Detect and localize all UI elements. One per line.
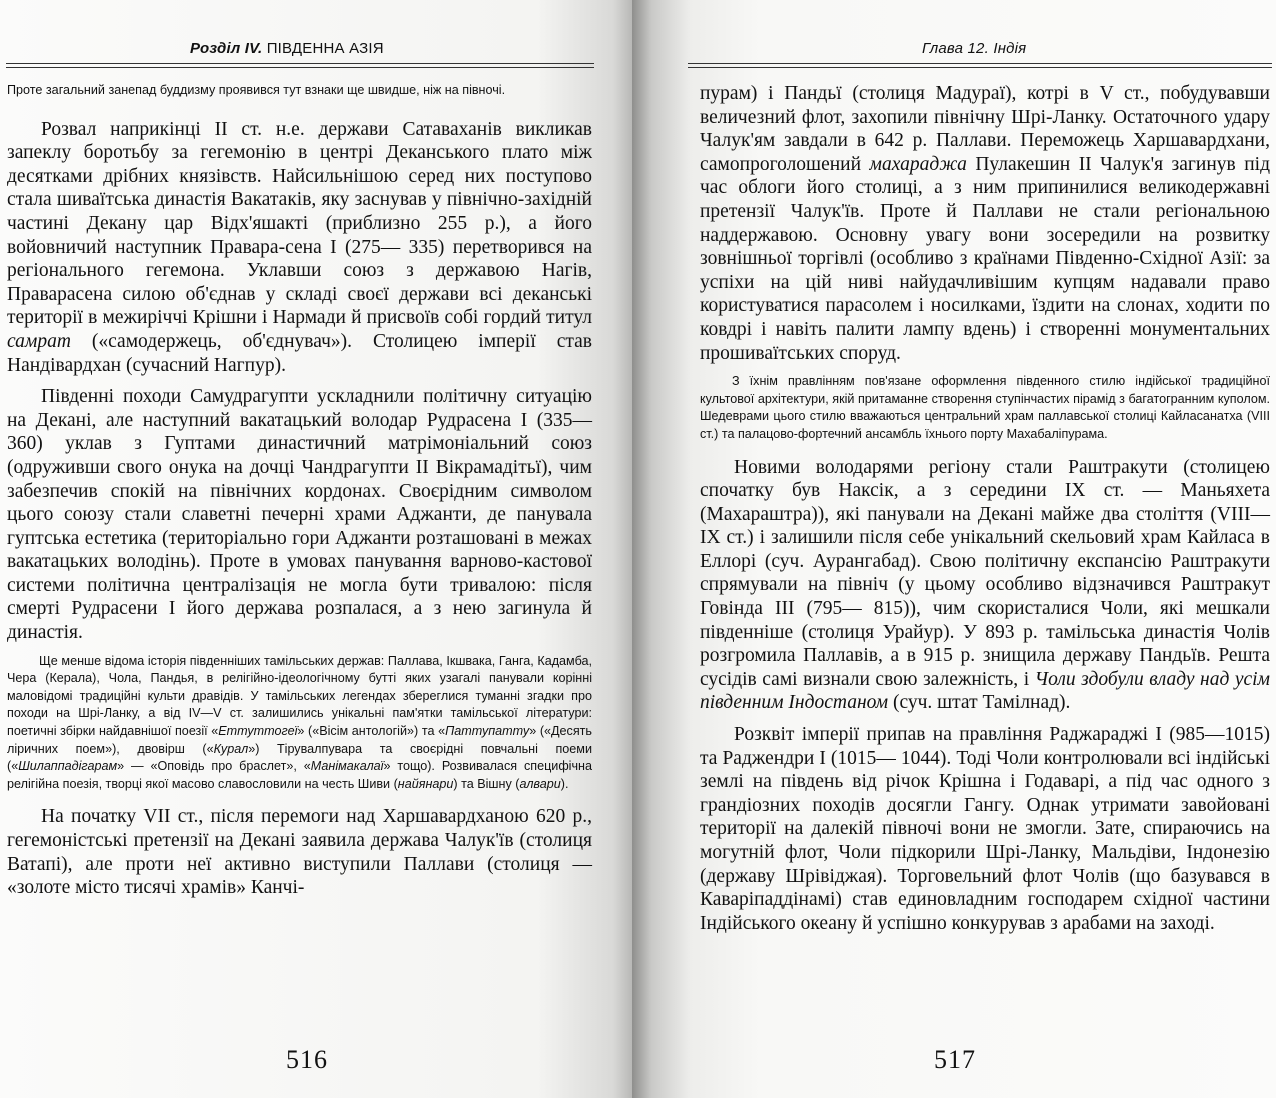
section-title: ПІВДЕННА АЗІЯ — [266, 40, 384, 57]
page-number-right: 517 — [934, 1045, 976, 1074]
right-header-rule — [688, 63, 1272, 68]
section-part-label: Розділ IV. — [190, 40, 263, 57]
note-architecture: З їхнім правлінням пов'язане оформлення південного стилю індійської традиційної культової архітектури, якій притаманне створення ступінчастих пірамід з багатогранним куполом. Шедеврами цього стилю вважаються центральний храм паллавської столиці Кайласанатха (VIII ст.) та палацово-фортечний ансамбль їхнього порту Махабаліпурама. — [700, 374, 1270, 441]
note-tamil-states: Ще менше відома історія південніших тамільських держав: Паллава, Ікшвака, Ганга, Кадамба, Чера (Керала), Чола, Пандья, в релігійно-ідеологічному бутті яких узагалі панували корінні маловідомі традиційні культи дравідів. У тамільських легендах збереглися туманні згадки про походи на Шрі-Ланку, а від IV—V ст. залишились унікальні пам'ятки тамільської літератури: поетичні збірки найдавнішої поезії «Еттуттогеї» («Вісім антологій») та «Паттупатту» («Десять ліричних поем»), двовірш («Курал») Тірувалпувара та своєрідні повчальні поеми («Шилаппадігарам» — «Оповідь про браслет», «Манімакалаї» тощо). Розвивалася специфічна релігійна поезія, творці якої масово славословили на честь Шиви (найянари) та Вішну (алвари). — [7, 653, 593, 791]
page-number-left: 516 — [286, 1045, 328, 1074]
paragraph-samudragupta: Південні походи Самудрагупти ускладнили політичну ситуацію на Декані, але наступний вакатацький володар Рудрасена I (335— 360) уклав з Гуптами династичний матрімоніальний союз (одруживши свого онука на дочці Чандрагупти II Вікрамадітьї), чим забезпечив спокій на північних кордонах. Своєрідним символом цього союзу стали славетні печерні храми Аджанти, де панувала гуптська естетика (територіально гори Аджанти розташовані в межах вакатацьких володінь). Проте в умовах панування варново-кастової системи політична централізація не могла бути тривалою: після смерті Рудрасени I його держава розпалася, а з нею загинула й династія. — [7, 386, 592, 644]
right-text-block — [700, 82, 1270, 943]
left-header-rule — [6, 63, 594, 68]
paragraph-satavahana: Розвал наприкінці II ст. н.е. держави Сатаваханів викликав запеклу боротьбу за гегемонію в центрі Деканського плато між десятками дрібних князівств. Найсильнішою серед них поступово стала шиваїтська династія Вакатаків, яку заснував у північно-західній частині Декану цар Відх'яшакті (приблизно 255 р.), а його войовничий наступник Правара-сена I (275— 335) перетворився на регіонального гегемона. Уклавши союз з державою Нагів, Праварасена силою об'єднав у складі своєї держави всі деканські території в межиріччі Крішни і Нармади й присвоїв собі гордий титул самрат («самодержець, об'єднувач»). Столицею імперії став Нандівардхан (сучасний Нагпур). — [7, 118, 592, 376]
left-running-head — [190, 40, 384, 57]
term-maharaja: махараджа — [869, 153, 967, 175]
left-text-block — [7, 82, 592, 908]
right-running-head — [922, 40, 1026, 57]
intro-note: Проте загальний занепад буддизму проявився тут взнаки ще швидше, ніж на півночі. — [7, 83, 506, 97]
term-samrat: самрат — [7, 330, 71, 352]
emphasis-chola-power: Чоли здобули владу над усім південним Індостаном — [700, 668, 1270, 714]
paragraph-chola-empire: Розквіт імперії припав на правління Раджараджі I (985—1015) та Раджендри I (1015— 1044). Тоді Чоли контролювали всі індійські землі на південь від річок Крішна і Годаварі, а під час одного з грандіозних походів досягли Гангу. Однак утримати завойовані території на далекій півночі вони не змогли. Зате, спираючись на могутній флот, Чоли підкорили Шрі-Ланку, Мальдіви, Індонезію (державу Шрівіджая). Торговельний флот Чолів (що базувався в Каваріпаддінамі) став единовладним господарем східної частини Індійського океану й успішно конкурував з арабами на заході. — [700, 724, 1270, 934]
right-page — [632, 0, 1276, 1098]
left-page — [0, 0, 632, 1098]
paragraph-pallava: пурам) і Пандьї (столиця Мадураї), котрі в V ст., побудувавши величезний флот, захопили північну Шрі-Ланку. Остаточного удару Чалук'ям завдали в 642 р. Паллави. Переможець Харшавардхани, самопроголошений махараджа Пулакешин II Чалук'я загинув під час облоги його столиці, а з ним припинилися великодержавні претензії Чалук'їв. Проте й Паллави не стали регіональною наддержавою. Основну увагу вони зосередили на розвитку зовнішньої торгівлі (особливо з країнами Південно-Східної Азії: за успіхи на цій ниві найудачливішим купцям надавали право користуватися парасолем і носилками, їздити на слонах, ходити по ковдрі і навіть палити лампу вдень) і створенні монументальних прошиваїтських споруд. — [700, 83, 1270, 364]
paragraph-chalukya: На початку VII ст., після перемоги над Харшавардханою 620 р., гегемоністські претензії на Декані заявила держава Чалук'їв (столиця Ватапі), але проти неї активно виступили Паллави (столиця — «золоте місто тисячі храмів» Канчі- — [7, 806, 592, 899]
paragraph-rashtrakuta: Новими володарями регіону стали Раштракути (столицею спочатку був Наксік, а з середини IX ст. — Маньяхета (Махараштра)), які панували на Декані майже два століття (VIII— IX ст.) і залишили після себе унікальний скельовий храм Кайласа в Еллорі (суч. Аурангабад). Свою політичну експансію Раштракути спрямували на північ (у цьому особливо відзначився Раштракут Говінда III (795— 815)), чим скористалися Чоли, які мешкали південніше (столиця Урайур). У 893 р. тамільська династія Чолів розгромила Паллавів, а в 915 р. знищила державу Пандьїв. Решта сусідів самі визнали свою залежність, і Чоли здобули владу над усім південним Індостаном (суч. штат Тамілнад). — [700, 456, 1270, 714]
chapter-title: Глава 12. Індія — [922, 40, 1027, 57]
